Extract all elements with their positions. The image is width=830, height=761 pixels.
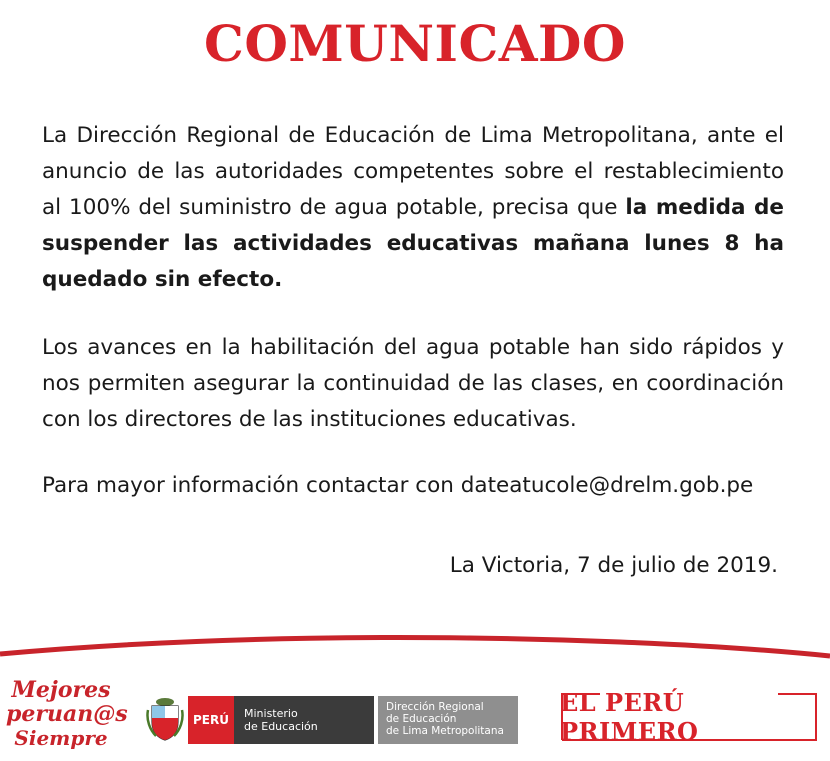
footer-divider-wave xyxy=(0,630,830,660)
drelm-line-1: Dirección Regional xyxy=(386,701,484,713)
peruanos-text: peruan@s xyxy=(6,701,128,727)
signature-date: La Victoria, 7 de julio de 2019. xyxy=(449,553,778,578)
mejores-peruanos-logo xyxy=(6,677,128,758)
coat-of-arms-icon xyxy=(146,696,184,742)
mejores-text: Mejores xyxy=(11,677,111,703)
peru-label-box: PERÚ xyxy=(188,696,234,744)
page-title: COMUNICADO xyxy=(204,14,626,73)
el-peru-primero-logo xyxy=(560,688,818,746)
paragraph-announcement-bold: la medida de suspender las actividades educativas mañana lunes 8 ha quedado sin efecto. xyxy=(42,195,784,292)
ministerio-box xyxy=(234,696,374,744)
ministerio-educacion-logo xyxy=(188,696,518,744)
paragraph-progress: Los avances en la habilitación del agua potable han sido rápidos y nos permiten asegurar la continuidad de las clases, en coordinación con los directores de las instituciones educativas. xyxy=(42,335,784,432)
ministerio-line-1: Ministerio xyxy=(244,707,298,720)
ministerio-line-2: de Educación xyxy=(244,720,318,733)
drelm-line-2: de Educación xyxy=(386,713,457,725)
siempre-text: Siempre xyxy=(14,726,108,750)
el-peru-primero-text: EL PERÚ PRIMERO xyxy=(560,688,699,746)
paragraph-contact: Para mayor información contactar con dateatucole@drelm.gob.pe xyxy=(42,473,754,498)
drelm-line-3: de Lima Metropolitana xyxy=(386,725,504,737)
paragraph-announcement-text: La Dirección Regional de Educación de Lima Metropolitana, ante el anuncio de las autoridades competentes sobre el restablecimiento al 100% del suministro de agua potable, precisa que xyxy=(42,123,784,220)
drelm-box xyxy=(378,696,518,744)
paragraph-announcement xyxy=(42,118,784,298)
